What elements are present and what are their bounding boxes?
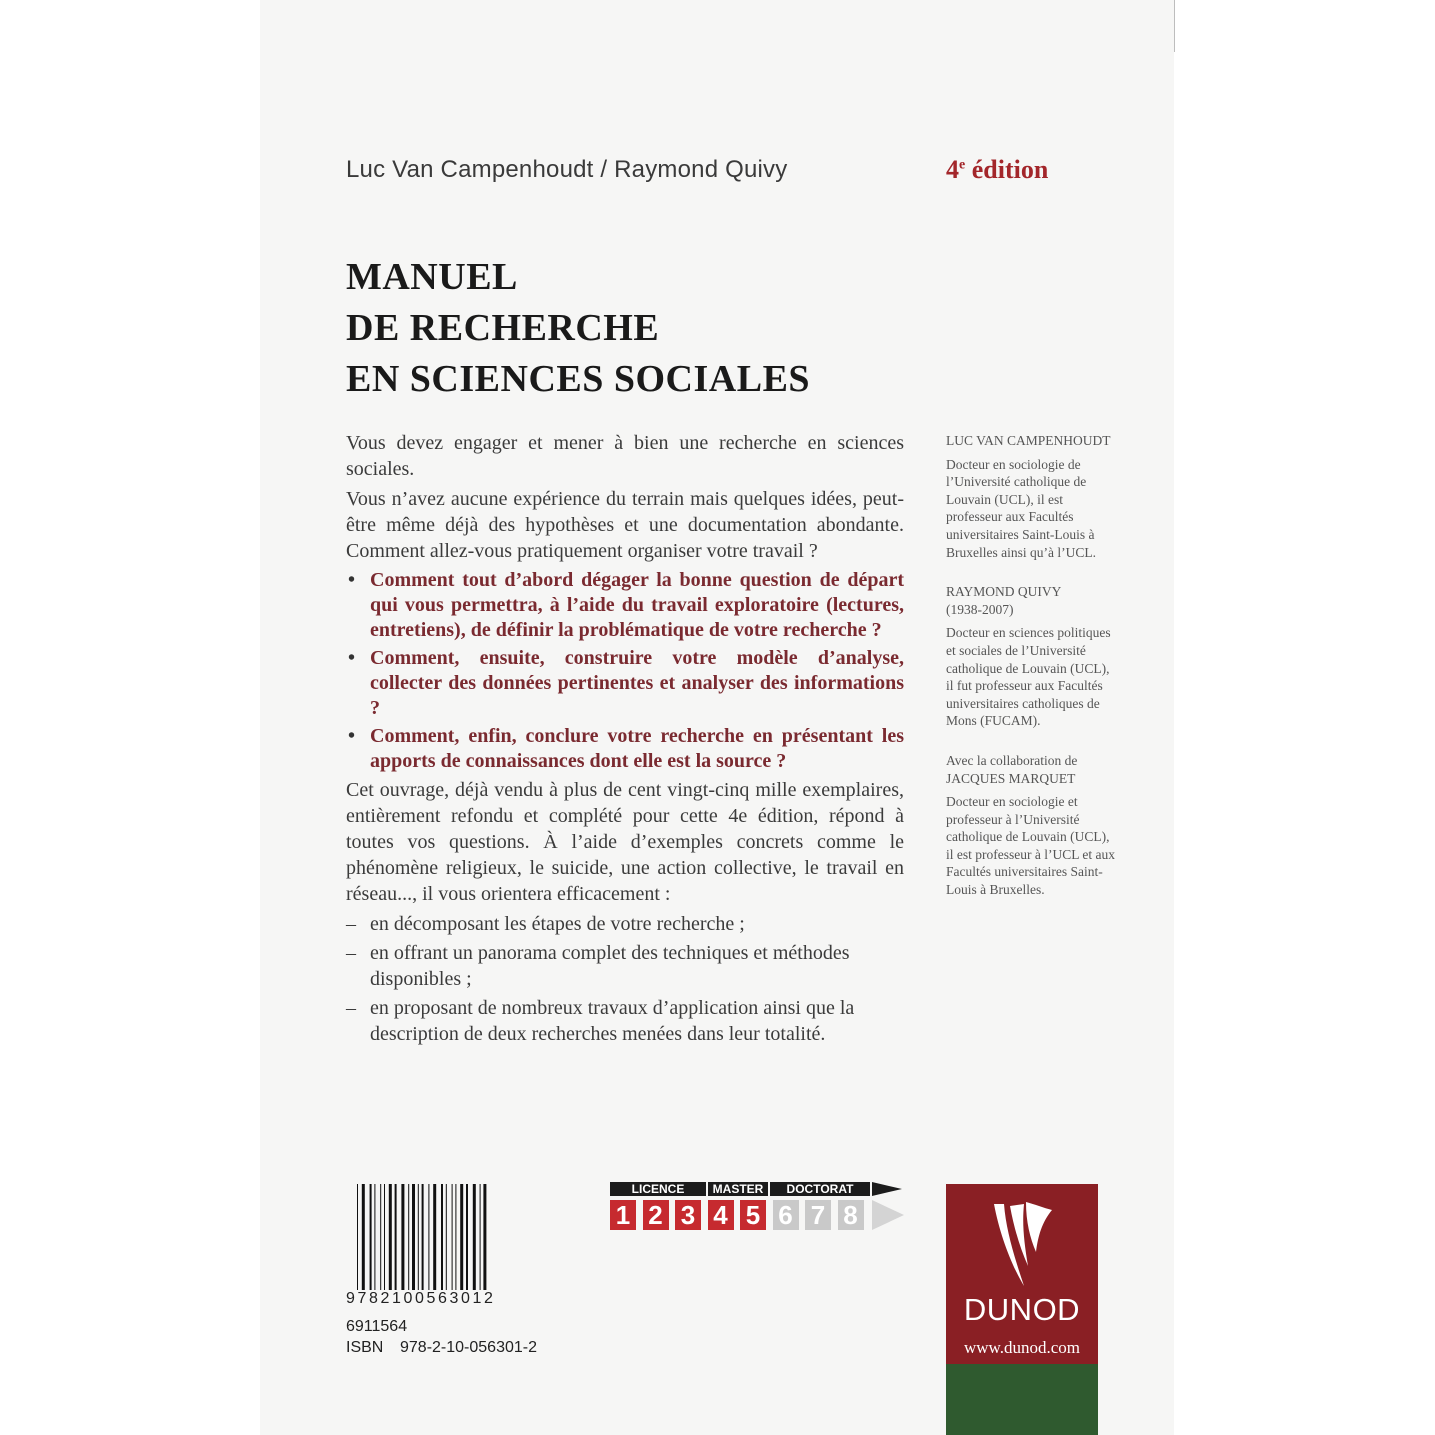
edition-number: 4	[946, 155, 959, 184]
collaborator-bio	[946, 752, 1118, 899]
barcode-bar	[362, 1184, 365, 1290]
collaborator-name: JACQUES MARQUET	[946, 770, 1076, 786]
isbn-number: 978-2-10-056301-2	[400, 1339, 537, 1356]
lmd-label-master: MASTER	[708, 1182, 768, 1196]
collaboration-intro: Avec la collaboration de	[946, 752, 1078, 768]
lmd-number-3: 3	[675, 1200, 701, 1230]
lmd-label-licence: LICENCE	[610, 1182, 706, 1196]
title-line: MANUEL	[346, 256, 518, 298]
barcode-bar	[483, 1184, 486, 1290]
barcode-bar	[466, 1184, 468, 1290]
collaborator-bio-text: Docteur en sociologie et professeur à l’Université catholique de Louvain (UCL), il est professeur à l’UCL et aux Facultés universitaires Saint-Louis à Bruxelles.	[946, 794, 1115, 898]
author-bio-text: Docteur en sciences politiques et sociales de l’Université catholique de Louvain (UCL), il fut professeur aux Facultés universitaires catholiques de Mons (FUCAM).	[946, 625, 1111, 729]
publisher-logo-bottom	[946, 1364, 1098, 1435]
author-bio-text: Docteur en sociologie de l’Université catholique de Louvain (UCL), il est professeur aux Facultés universitaires Saint-Louis à Bruxelles ainsi qu’à l’UCL.	[946, 456, 1096, 560]
arrow-right-icon	[872, 1200, 904, 1230]
author-dates: (1938-2007)	[946, 601, 1014, 617]
book-back-cover	[260, 0, 1174, 1435]
barcode-bar	[370, 1184, 372, 1290]
blurb-paragraph: Vous n’avez aucune expérience du terrain mais quelques idées, peut-être même déjà des hypothèses et une documentation abondante. Comment allez-vous pratiquement organiser votre travail ?	[346, 488, 904, 562]
barcode-bar	[380, 1184, 381, 1290]
barcode-digits: 9782100563012	[346, 1290, 496, 1307]
barcode-bar	[412, 1184, 415, 1290]
lmd-label-doctorat: DOCTORAT	[770, 1182, 870, 1196]
title-line: EN SCIENCES SOCIALES	[346, 358, 811, 400]
lmd-number-7: 7	[805, 1200, 831, 1230]
lmd-number-4: 4	[708, 1200, 734, 1230]
question-text: Comment, ensuite, construire votre modèle d’analyse, collecter des données pertinentes et analyser des informations ?	[370, 647, 904, 719]
page-edge-line	[1174, 0, 1175, 52]
title-line: DE RECHERCHE	[346, 307, 660, 349]
authors-line: Luc Van Campenhoudt / Raymond Quivy	[346, 156, 788, 183]
publisher-name: DUNOD	[963, 1292, 1081, 1327]
bullet-icon: •	[348, 725, 356, 747]
lmd-number-6: 6	[773, 1200, 799, 1230]
question-item	[346, 724, 904, 774]
blurb-paragraph: Vous devez engager et mener à bien une recherche en sciences sociales.	[346, 432, 904, 480]
author-bios	[946, 432, 1118, 921]
points-list	[346, 911, 904, 1047]
bullet-icon: •	[348, 647, 356, 669]
barcode-bar	[374, 1184, 375, 1290]
point-text: en proposant de nombreux travaux d’application ainsi que la description de deux recherches menées dans leur totalité.	[370, 997, 855, 1045]
book-codes	[346, 1316, 537, 1358]
dunod-emblem-icon	[990, 1196, 1058, 1288]
barcode-bar	[418, 1184, 419, 1290]
barcode-bar	[455, 1184, 456, 1290]
point-item	[346, 940, 904, 992]
lmd-number-2: 2	[643, 1200, 669, 1230]
publisher-url: www.dunod.com	[964, 1338, 1080, 1357]
bullet-icon: •	[348, 569, 356, 591]
edition-superscript: e	[959, 157, 966, 173]
barcode-bar	[357, 1184, 358, 1290]
barcode-bar	[441, 1184, 443, 1290]
barcode-bar	[473, 1184, 476, 1290]
author-name: RAYMOND QUIVY	[946, 584, 1062, 600]
barcode-bar	[452, 1184, 453, 1290]
blurb-paragraph: Cet ouvrage, déjà vendu à plus de cent vingt-cinq mille exemplaires, entièrement refondu et complété pour cette 4e édition, répond à toutes vos questions. À l’aide d’exemples concrets comme le phénomène religieux, le suicide, une action collective, le travail en réseau..., il vous orientera efficacement :	[346, 779, 904, 905]
barcode-bar	[384, 1184, 385, 1290]
blurb	[346, 430, 904, 1050]
point-text: en offrant un panorama complet des techniques et méthodes disponibles ;	[370, 942, 850, 990]
dash-icon: –	[346, 997, 356, 1019]
question-text: Comment, enfin, conclure votre recherche en présentant les apports de connaissances dont elle est la source ?	[370, 725, 904, 772]
internal-code: 6911564	[346, 1318, 408, 1335]
isbn-label: ISBN	[346, 1339, 384, 1356]
question-item	[346, 646, 904, 721]
edition-word: édition	[965, 155, 1049, 184]
barcode-bar	[395, 1184, 397, 1290]
barcode-bar	[408, 1184, 409, 1290]
point-item	[346, 995, 904, 1047]
barcode-bar	[401, 1184, 404, 1290]
arrow-right-icon	[872, 1182, 902, 1196]
questions-list	[346, 568, 904, 774]
dash-icon: –	[346, 942, 356, 964]
barcode-bar	[389, 1184, 392, 1290]
barcode-bar	[428, 1184, 429, 1290]
point-text: en décomposant les étapes de votre recherche ;	[370, 913, 745, 935]
dash-icon: –	[346, 913, 356, 935]
barcode-bar	[460, 1184, 463, 1290]
edition-label	[946, 155, 1048, 185]
author-bio-campenhoudt	[946, 432, 1118, 561]
lmd-number-1: 1	[610, 1200, 636, 1230]
barcode-bar	[433, 1184, 436, 1290]
author-bio-quivy	[946, 583, 1118, 730]
question-text: Comment tout d’abord dégager la bonne question de départ qui vous permettra, à l’aide du travail exploratoire (lectures, entretiens), de définir la problématique de votre recherche ?	[370, 569, 904, 641]
publisher-logo-block	[946, 1184, 1098, 1435]
barcode-bar	[446, 1184, 447, 1290]
barcode-bar	[480, 1184, 481, 1290]
question-item	[346, 568, 904, 643]
book-title	[346, 252, 810, 405]
lmd-number-8: 8	[838, 1200, 864, 1230]
isbn-line	[346, 1337, 537, 1358]
lmd-number-5: 5	[740, 1200, 766, 1230]
point-item	[346, 911, 904, 937]
barcode-bar	[422, 1184, 424, 1290]
author-name: LUC VAN CAMPENHOUDT	[946, 433, 1111, 448]
lmd-level-indicator	[610, 1182, 910, 1234]
